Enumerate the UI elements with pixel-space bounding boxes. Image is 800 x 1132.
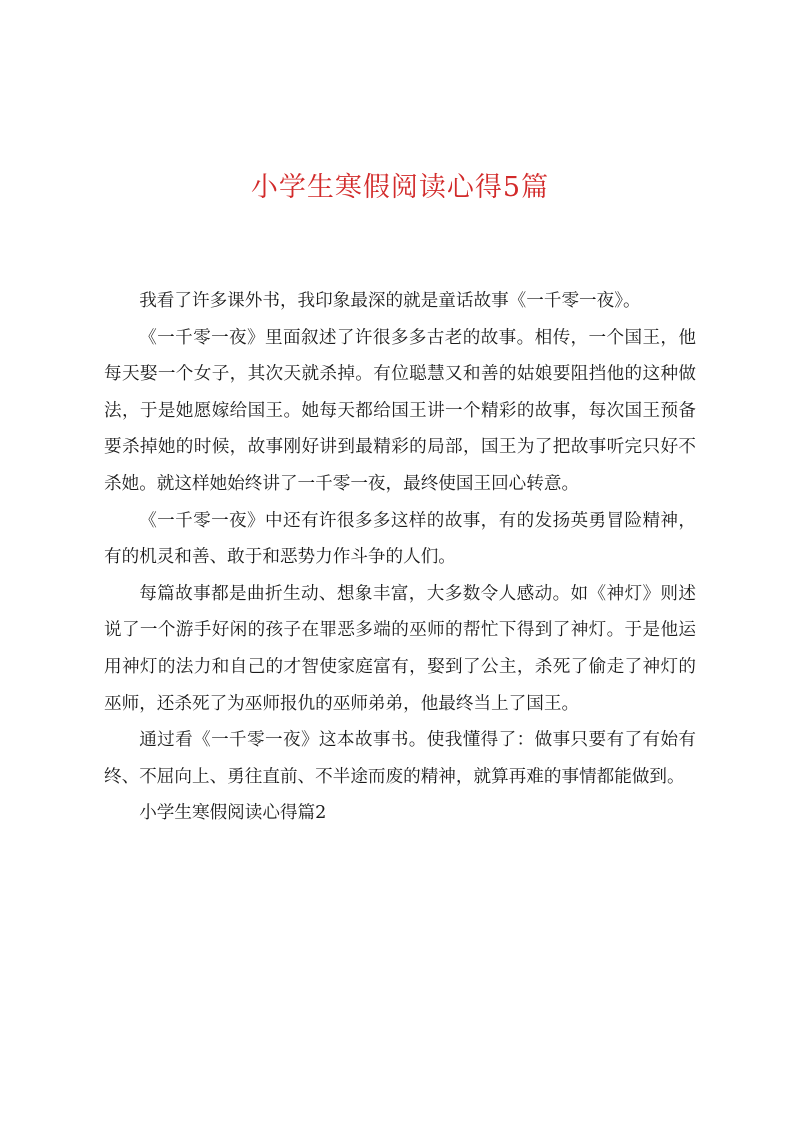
- section-heading-part-2: 小学生寒假阅读心得篇2: [139, 803, 327, 824]
- document-body: [104, 283, 696, 832]
- paragraph-magic-lamp: 每篇故事都是曲折生动、想象丰富，大多数令人感动。如《神灯》则述说了一个游手好闲的孩子在罪恶多端的巫师的帮忙下得到了神灯。于是他运用神灯的法力和自己的才智使家庭富有，娶到了公主，杀死了偷走了神灯的巫师，还杀死了为巫师报仇的巫师弟弟，他最终当上了国王。: [104, 583, 696, 714]
- paragraph-lesson: 通过看《一千零一夜》这本故事书。使我懂得了：做事只要有了有始有终、不屈向上、勇往直前、不半途而废的精神，就算再难的事情都能做到。: [104, 730, 696, 787]
- paragraph-story-summary: 《一千零一夜》里面叙述了许很多多古老的故事。相传，一个国王，他每天娶一个女子，其次天就杀掉。有位聪慧又和善的姑娘要阻挡他的这种做法，于是她愿嫁给国王。她每天都给国王讲一个精彩的故事，每次国王预备要杀掉她的时候，故事刚好讲到最精彩的局部，国王为了把故事听完只好不杀她。就这样她始终讲了一千零一夜，最终使国王回心转意。: [104, 327, 696, 494]
- document-title: 小学生寒假阅读心得5篇: [250, 172, 550, 203]
- paragraph-more-stories: 《一千零一夜》中还有许很多多这样的故事，有的发扬英勇冒险精神，有的机灵和善、敢于和恶势力作斗争的人们。: [104, 510, 696, 568]
- paragraph-intro: 我看了许多课外书，我印象最深的就是童话故事《一千零一夜》。: [139, 291, 641, 311]
